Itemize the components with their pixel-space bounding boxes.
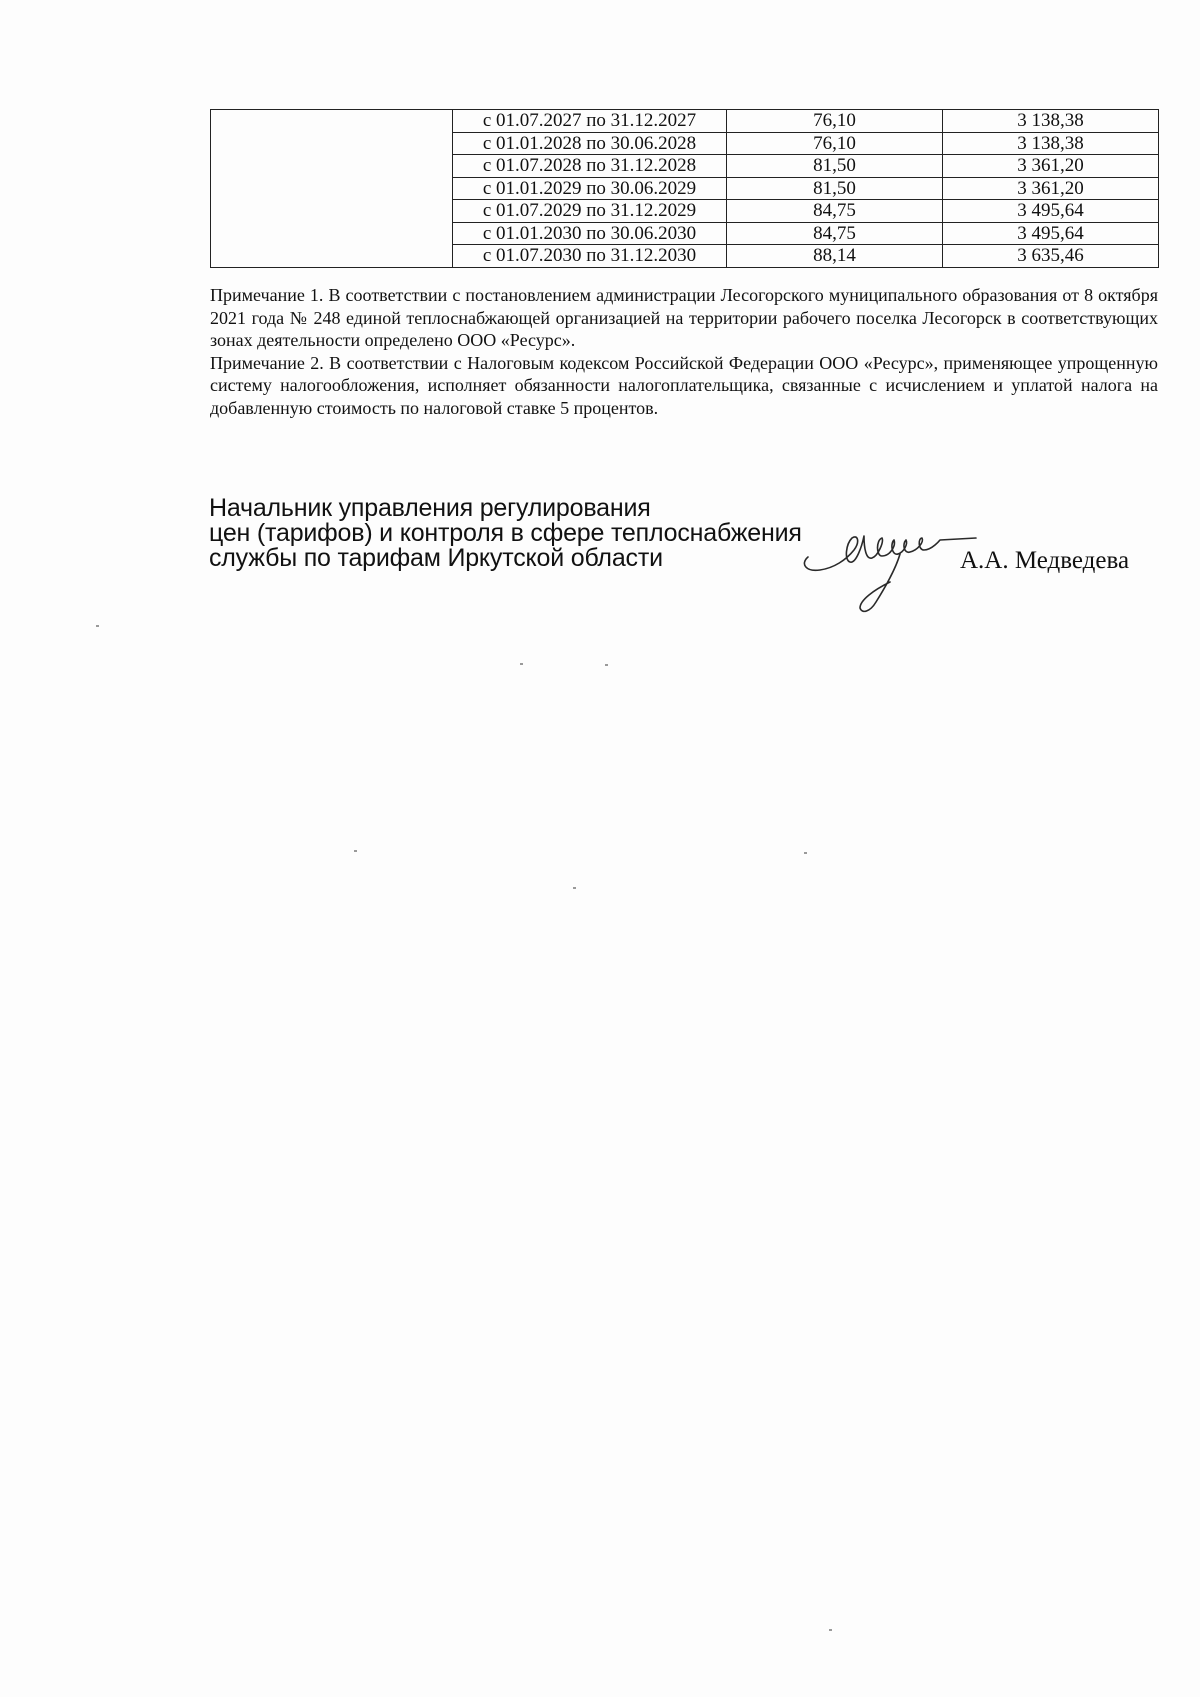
merged-blank-cell [211, 110, 453, 268]
signatory-position [209, 496, 849, 571]
value-a-cell: 81,50 [727, 177, 943, 200]
scan-speck [605, 664, 608, 666]
value-a-cell: 88,14 [727, 245, 943, 268]
position-line-3: службы по тарифам Иркутской области [209, 544, 663, 572]
period-cell: с 01.01.2029 по 30.06.2029 [453, 177, 727, 200]
value-b-cell: 3 361,20 [943, 155, 1159, 178]
period-cell: с 01.01.2030 по 30.06.2030 [453, 222, 727, 245]
scan-speck [804, 852, 807, 854]
scan-speck [573, 887, 576, 889]
value-b-cell: 3 495,64 [943, 200, 1159, 223]
position-line-2: цен (тарифов) и контроля в сфере теплоснабжения [209, 519, 802, 547]
note-1: Примечание 1. В соответствии с постановлением администрации Лесогорского муниципального образования от 8 октября 2021 года № 248 единой теплоснабжающей организацией на территории рабочего поселка Лесогорск в соответствующих зонах деятельности определено ООО «Ресурс». [210, 285, 1158, 350]
value-a-cell: 76,10 [727, 110, 943, 133]
period-cell: с 01.07.2028 по 31.12.2028 [453, 155, 727, 178]
note-2: Примечание 2. В соответствии с Налоговым кодексом Российской Федерации ООО «Ресурс», применяющее упрощенную систему налогообложения, исполняет обязанности налогоплательщика, связанные с исчислением и уплатой налога на добавленную стоимость по налоговой ставке 5 процентов. [210, 352, 1158, 418]
scan-speck [520, 663, 523, 665]
value-a-cell: 84,75 [727, 200, 943, 223]
notes-section [210, 284, 1158, 419]
tariff-table [210, 109, 1159, 268]
period-cell: с 01.07.2029 по 31.12.2029 [453, 200, 727, 223]
period-cell: с 01.07.2027 по 31.12.2027 [453, 110, 727, 133]
value-a-cell: 81,50 [727, 155, 943, 178]
value-b-cell: 3 138,38 [943, 110, 1159, 133]
position-line-1: Начальник управления регулирования [209, 494, 651, 522]
signatory-name: А.А. Медведева [960, 547, 1130, 574]
scan-speck [354, 850, 357, 852]
table-row [211, 110, 1159, 133]
handwritten-signature [800, 524, 980, 616]
scan-speck [96, 625, 99, 627]
value-a-cell: 76,10 [727, 132, 943, 155]
period-cell: с 01.07.2030 по 31.12.2030 [453, 245, 727, 268]
value-b-cell: 3 138,38 [943, 132, 1159, 155]
value-b-cell: 3 635,46 [943, 245, 1159, 268]
scan-speck [829, 1629, 832, 1631]
period-cell: с 01.01.2028 по 30.06.2028 [453, 132, 727, 155]
value-b-cell: 3 361,20 [943, 177, 1159, 200]
value-b-cell: 3 495,64 [943, 222, 1159, 245]
value-a-cell: 84,75 [727, 222, 943, 245]
